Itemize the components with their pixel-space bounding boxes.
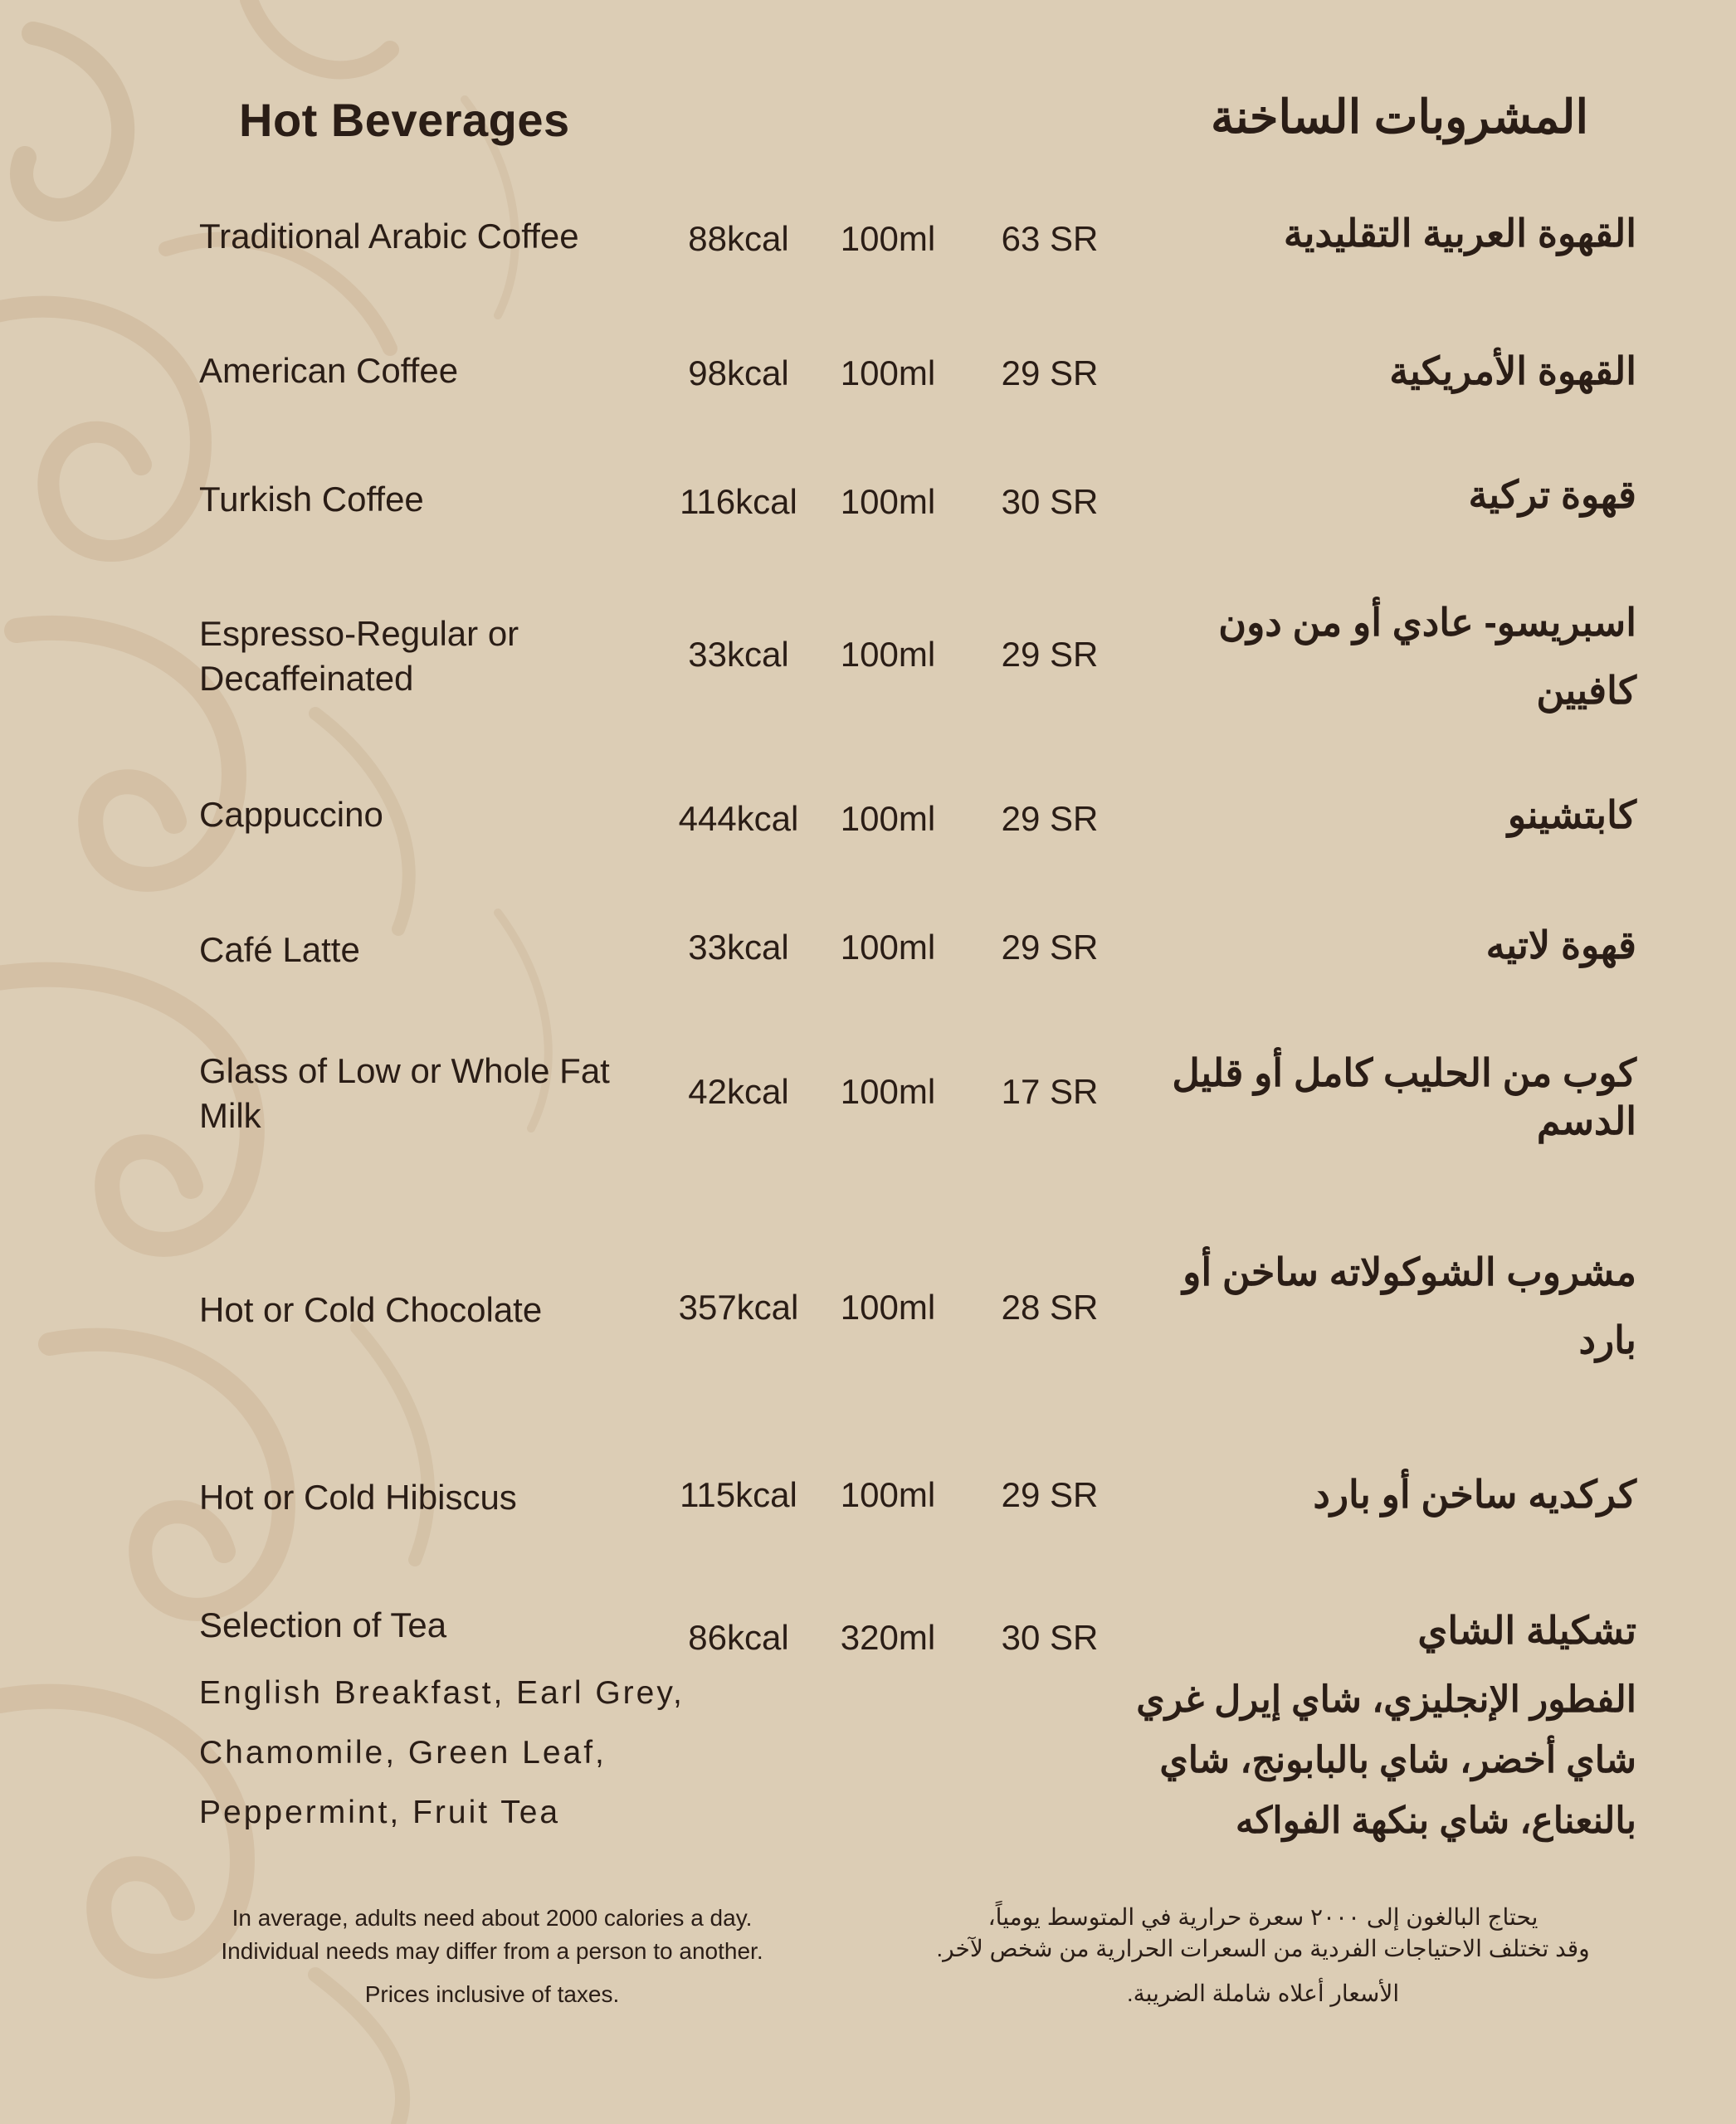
item-name-ar: كركديه ساخن أو بارد: [1313, 1473, 1636, 1516]
item-name-ar: قهوة تركية: [1468, 473, 1636, 516]
item-name-en: Glass of Low or Whole Fat Milk: [199, 1051, 610, 1135]
item-price: 30 SR: [1001, 482, 1099, 521]
item-name-en: Espresso-Regular or Decaffeinated: [199, 614, 519, 698]
item-name-en: Café Latte: [199, 930, 360, 969]
footer-note-ar: [890, 1902, 1636, 2010]
item-price: 29 SR: [1001, 353, 1099, 392]
tax-note-ar: الأسعار أعلاه شاملة الضريبة.: [1126, 1980, 1400, 2006]
calorie-note-line2-ar: وقد تختلف الاحتياجات الفردية من السعرات الحرارية من شخص لآخر.: [936, 1936, 1590, 1961]
item-price: 29 SR: [1001, 1475, 1099, 1514]
item-name-ar: كوب من الحليب كامل أو قليل الدسم: [1172, 1051, 1636, 1142]
item-volume: 100ml: [840, 928, 936, 967]
page-title-en: Hot Beverages: [239, 94, 570, 146]
item-volume: 100ml: [840, 219, 936, 258]
item-calories: 444kcal: [678, 799, 799, 838]
item-name-ar: القهوة الأمريكية: [1389, 349, 1636, 392]
item-name-ar: كابتشينو: [1507, 793, 1636, 836]
item-price: 30 SR: [1001, 1618, 1099, 1657]
item-name-en: Traditional Arabic Coffee: [199, 217, 579, 256]
item-name-en: Cappuccino: [199, 795, 383, 834]
item-name-ar: تشكيلة الشاي: [1417, 1609, 1636, 1652]
calorie-note-line2: Individual needs may differ from a person to another.: [221, 1938, 763, 1964]
item-name-en: American Coffee: [199, 351, 459, 390]
item-volume: 100ml: [840, 1288, 936, 1327]
item-name-ar: القهوة العربية التقليدية: [1283, 212, 1636, 255]
item-volume: 100ml: [840, 353, 936, 392]
item-name-ar: اسبريسو- عادي أو من دون كافيين: [1218, 601, 1636, 712]
calorie-note-line1: In average, adults need about 2000 calories a day.: [232, 1905, 753, 1931]
item-price: 17 SR: [1001, 1072, 1099, 1111]
tax-note: Prices inclusive of taxes.: [364, 1981, 620, 2007]
item-calories: 98kcal: [688, 353, 789, 392]
item-calories: 33kcal: [688, 635, 789, 674]
item-calories: 115kcal: [680, 1475, 797, 1514]
item-name-en: Selection of Tea: [199, 1605, 447, 1644]
item-price: 29 SR: [1001, 928, 1099, 967]
item-volume: 100ml: [840, 482, 936, 521]
item-volume: 100ml: [840, 799, 936, 838]
item-volume: 100ml: [840, 1072, 936, 1111]
calorie-note-line1-ar: يحتاج البالغون إلى ٢٠٠٠ سعرة حرارية في المتوسط يومياً،: [987, 1904, 1539, 1930]
item-price: 29 SR: [1001, 635, 1099, 674]
item-calories: 116kcal: [680, 482, 797, 521]
item-name-ar: قهوة لاتيه: [1485, 923, 1636, 967]
item-name-ar: مشروب الشوكولاته ساخن أو بارد: [1183, 1250, 1636, 1362]
item-volume: 320ml: [840, 1618, 936, 1657]
item-price: 29 SR: [1001, 799, 1099, 838]
item-volume: 100ml: [840, 1475, 936, 1514]
item-price: 28 SR: [1001, 1288, 1099, 1327]
tea-options-ar: الفطور الإنجليزي، شاي إيرل غري شاي أخضر، شاي بالبابونج، شاي بالنعناع، شاي بنكهة الفواكه: [1136, 1679, 1636, 1841]
item-name-en: Hot or Cold Chocolate: [199, 1290, 543, 1329]
item-calories: 33kcal: [688, 928, 789, 967]
item-volume: 100ml: [840, 635, 936, 674]
item-calories: 357kcal: [678, 1288, 799, 1327]
tea-options-en: English Breakfast, Earl Grey, Chamomile, Green Leaf, Peppermint, Fruit Tea: [199, 1675, 685, 1830]
item-name-en: Hot or Cold Hibiscus: [199, 1478, 517, 1517]
page-title-ar: المشروبات الساخنة: [1211, 90, 1588, 143]
footer-note-en: [156, 1902, 828, 2011]
item-calories: 42kcal: [688, 1072, 789, 1111]
item-price: 63 SR: [1001, 219, 1099, 258]
item-name-en: Turkish Coffee: [199, 480, 424, 519]
item-calories: 88kcal: [688, 219, 789, 258]
item-calories: 86kcal: [688, 1618, 789, 1657]
